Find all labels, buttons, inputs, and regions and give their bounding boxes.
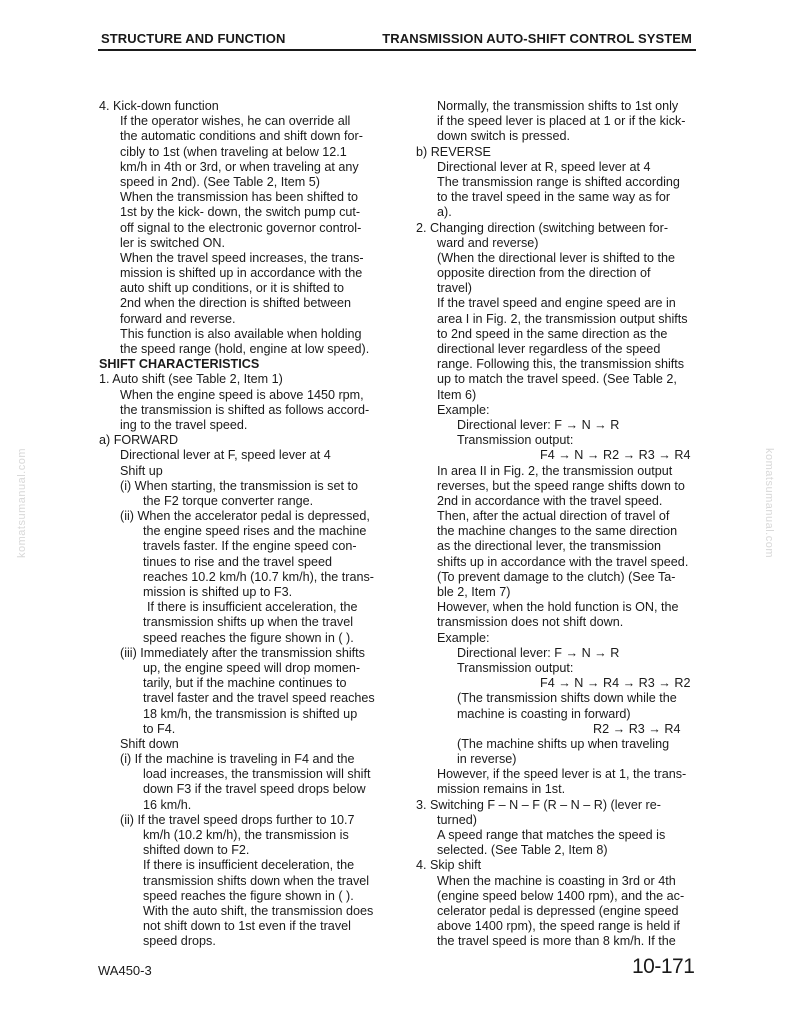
text-line: forward and reverse. <box>120 311 236 326</box>
text-line: opposite direction from the direction of <box>437 266 651 281</box>
text-line: SHIFT CHARACTERISTICS <box>99 357 260 372</box>
text-line: ler is switched ON. <box>120 235 225 250</box>
text-line: If there is insufficient acceleration, the <box>147 600 358 615</box>
footer-model-code: WA450-3 <box>98 963 152 978</box>
text-line: The transmission range is shifted according <box>437 174 680 189</box>
text-line: This function is also available when holding <box>120 326 362 341</box>
text-line: (engine speed below 1400 rpm), and the ac- <box>437 888 685 903</box>
text-line: if the speed lever is placed at 1 or if the kick- <box>437 114 686 129</box>
text-line: reverses, but the speed range shifts down to <box>437 478 685 493</box>
watermark-right: komatsumanual.com <box>763 448 775 558</box>
text-line: not shift down to 1st even if the travel <box>143 919 351 934</box>
text-line: Directional lever: F → N → R <box>457 645 620 660</box>
text-line: However, if the speed lever is at 1, the trans- <box>437 767 687 782</box>
text-line: If there is insufficient deceleration, the <box>143 858 355 873</box>
text-line: A speed range that matches the speed is <box>437 828 666 842</box>
text-line: (ii) If the travel speed drops further to 10.7 <box>120 812 355 827</box>
text-line: travel faster and the travel speed reaches <box>143 691 375 706</box>
text-line: 1st by the kick- down, the switch pump cut- <box>120 205 361 220</box>
text-line: shifts up in accordance with the travel speed. <box>437 554 689 569</box>
text-line: Example: <box>437 402 490 417</box>
text-line: R2 → R3 → R4 <box>593 721 681 736</box>
text-line: selected. (See Table 2, Item 8) <box>437 843 608 858</box>
text-line: Shift up <box>120 463 163 478</box>
text-line: 2nd when the direction is shifted between <box>120 296 352 311</box>
text-line: celerator pedal is depressed (engine speed <box>437 903 679 918</box>
text-line: (When the directional lever is shifted to the <box>437 250 676 265</box>
text-line: area I in Fig. 2, the transmission output shifts <box>437 311 688 326</box>
text-line: Example: <box>437 630 490 645</box>
text-line: tinues to rise and the travel speed <box>143 554 333 569</box>
text-line: transmission shifts up when the travel <box>143 615 353 630</box>
text-line: cibly to 1st (when traveling at below 12.1 <box>120 144 347 159</box>
text-line: reaches 10.2 km/h (10.7 km/h), the trans- <box>143 569 374 584</box>
text-line: in reverse) <box>457 752 517 767</box>
text-line: When the machine is coasting in 3rd or 4th <box>437 873 676 888</box>
text-line: 16 km/h. <box>143 797 192 812</box>
text-line: up, the engine speed will drop momen- <box>143 660 361 675</box>
text-line: (The machine shifts up when traveling <box>457 736 670 751</box>
text-line: Item 6) <box>437 387 477 402</box>
text-line: travels faster. If the engine speed con- <box>143 539 357 554</box>
text-line: In area II in Fig. 2, the transmission output <box>437 463 673 478</box>
text-line: (ii) When the accelerator pedal is depressed, <box>120 509 370 524</box>
text-line: directional lever regardless of the speed <box>437 342 661 356</box>
text-line: down F3 if the travel speed drops below <box>143 782 366 797</box>
text-line: mission is shifted up in accordance with the <box>120 266 363 281</box>
text-line: (To prevent damage to the clutch) (See Ta- <box>437 569 676 584</box>
left-column <box>99 99 381 950</box>
text-line: transmission does not shift down. <box>437 615 624 630</box>
text-line: (iii) Immediately after the transmission shifts <box>120 645 365 660</box>
text-line: load increases, the transmission will shift <box>143 767 371 782</box>
text-line: up to match the travel speed. (See Table 2, <box>437 372 677 387</box>
text-line: the speed range (hold, engine at low speed). <box>120 342 370 356</box>
text-line: 4. Skip shift <box>416 858 482 873</box>
text-line: If the operator wishes, he can override all <box>120 114 351 129</box>
text-line: 18 km/h, the transmission is shifted up <box>143 706 358 721</box>
text-line: When the transmission has been shifted to <box>120 190 359 205</box>
header-section-title: STRUCTURE AND FUNCTION <box>101 31 286 46</box>
text-line: a) FORWARD <box>99 433 179 448</box>
text-line: Shift down <box>120 736 179 751</box>
text-line: ing to the travel speed. <box>120 417 248 432</box>
watermark-left: komatsumanual.com <box>16 448 28 558</box>
text-line: speed reaches the figure shown in ( ). <box>143 888 354 903</box>
text-line: Then, after the actual direction of travel of <box>437 509 670 524</box>
text-line: down switch is pressed. <box>437 129 570 144</box>
header-chapter-title: TRANSMISSION AUTO-SHIFT CONTROL SYSTEM <box>382 31 692 46</box>
text-line: to the travel speed in the same way as for <box>437 190 671 205</box>
text-line: Directional lever at R, speed lever at 4 <box>437 159 651 174</box>
right-column <box>416 99 695 950</box>
text-line: F4 → N → R4 → R3 → R2 <box>540 676 691 691</box>
text-line: speed drops. <box>143 934 216 949</box>
text-line: 1. Auto shift (see Table 2, Item 1) <box>99 372 283 387</box>
text-line: 4. Kick-down function <box>99 99 219 113</box>
text-line: ble 2, Item 7) <box>437 585 511 599</box>
text-line: the automatic conditions and shift down for- <box>120 129 363 144</box>
text-line: However, when the hold function is ON, the <box>437 600 679 615</box>
text-line: km/h (10.2 km/h), the transmission is <box>143 828 349 842</box>
text-line: to F4. <box>143 721 176 736</box>
text-line: Directional lever at F, speed lever at 4 <box>120 448 331 463</box>
text-line: 3. Switching F – N – F (R – N – R) (lever re- <box>416 797 661 812</box>
text-line: to 2nd speed in the same direction as the <box>437 326 668 341</box>
text-line: auto shift up conditions, or it is shifted to <box>120 281 345 296</box>
text-line: the F2 torque converter range. <box>143 493 314 508</box>
text-line: speed in 2nd). (See Table 2, Item 5) <box>120 174 320 189</box>
text-line: travel) <box>437 281 472 296</box>
text-line: mission remains in 1st. <box>437 782 566 797</box>
text-line: Normally, the transmission shifts to 1st only <box>437 99 679 113</box>
text-line: the travel speed is more than 8 km/h. If the <box>437 934 676 949</box>
header-rule <box>98 49 696 51</box>
text-line: shifted down to F2. <box>143 843 250 858</box>
text-line: the engine speed rises and the machine <box>143 524 367 539</box>
text-line: the transmission is shifted as follows accord- <box>120 402 370 417</box>
text-line: tarily, but if the machine continues to <box>143 676 347 691</box>
text-line: (i) If the machine is traveling in F4 and the <box>120 752 355 767</box>
text-line: the machine changes to the same direction <box>437 524 678 539</box>
text-line: (i) When starting, the transmission is set to <box>120 478 358 493</box>
text-line: off signal to the electronic governor control- <box>120 220 362 235</box>
text-line: Directional lever: F → N → R <box>457 417 620 432</box>
text-line: Transmission output: <box>457 433 574 448</box>
text-line: Transmission output: <box>457 660 574 675</box>
text-line: transmission shifts down when the travel <box>143 873 370 888</box>
text-line: When the engine speed is above 1450 rpm, <box>120 387 364 402</box>
text-line: With the auto shift, the transmission does <box>143 903 374 918</box>
text-line: b) REVERSE <box>416 144 491 159</box>
text-line: as the directional lever, the transmission <box>437 539 661 554</box>
text-line: When the travel speed increases, the trans- <box>120 250 364 265</box>
text-line: a). <box>437 205 452 220</box>
text-line: F4 → N → R2 → R3 → R4 <box>540 448 691 463</box>
text-line: above 1400 rpm), the speed range is held if <box>437 919 680 934</box>
text-line: If the travel speed and engine speed are in <box>437 296 676 311</box>
text-line: (The transmission shifts down while the <box>457 691 677 706</box>
text-line: speed reaches the figure shown in ( ). <box>143 630 354 645</box>
text-line: range. Following this, the transmission shifts <box>437 357 685 372</box>
text-line: machine is coasting in forward) <box>457 706 631 721</box>
text-line: 2. Changing direction (switching between for- <box>416 220 669 235</box>
text-line: 2nd in accordance with the travel speed. <box>437 493 663 508</box>
text-line: ward and reverse) <box>437 235 539 250</box>
text-line: km/h in 4th or 3rd, or when traveling at any <box>120 159 359 174</box>
text-line: mission is shifted up to F3. <box>143 585 293 599</box>
footer-page-number: 10-171 <box>632 955 695 978</box>
text-line: turned) <box>437 812 477 827</box>
